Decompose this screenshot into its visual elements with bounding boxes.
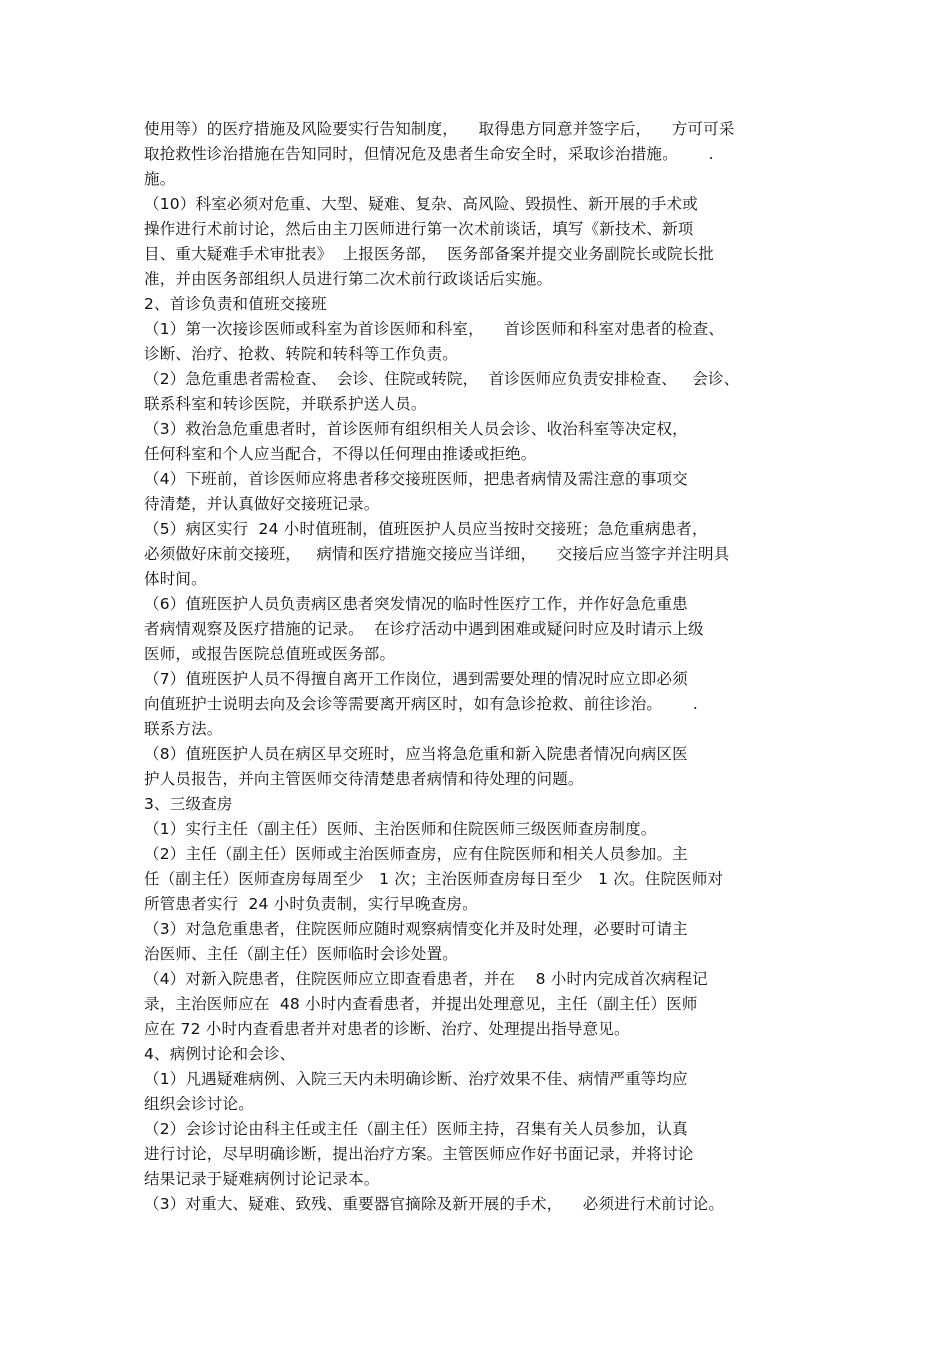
section-heading: 2、首诊负责和值班交接班 — [144, 295, 327, 313]
text-line: 应在 72 小时内查看患者并对患者的诊断、治疗、处理提出指导意见。 — [144, 1020, 630, 1038]
text-line: 必须做好床前交接班， 病情和医疗措施交接应当详细， 交接后应当签字并注明具 — [144, 545, 730, 563]
text-line: 使用等）的医疗措施及风险要实行告知制度， 取得患方同意并签字后， 方可可采 — [144, 120, 735, 138]
text-line: （3）对重大、疑难、致残、重要器官摘除及新开展的手术， 必须进行术前讨论。 — [144, 1195, 725, 1213]
text-line: （7）值班医护人员不得擅自离开工作岗位，遇到需要处理的情况时应立即必须 — [144, 670, 688, 688]
text-line: （10）科室必须对危重、大型、疑难、复杂、高风险、毁损性、新开展的手术或 — [144, 195, 698, 213]
text-line: 者病情观察及医疗措施的记录。 在诊疗活动中遇到困难或疑问时应及时请示上级 — [144, 620, 704, 638]
text-line: 施。 — [144, 170, 176, 188]
text-line: （8）值班医护人员在病区早交班时，应当将急危重和新入院患者情况向病区医 — [144, 745, 688, 763]
text-line: 任何科室和个人应当配合，不得以任何理由推诿或拒绝。 — [144, 445, 537, 463]
text-line: 取抢救性诊治措施在告知同时，但情况危及患者生命安全时，采取诊治措施。 . — [144, 145, 714, 163]
text-line: 联系科室和转诊医院，并联系护送人员。 — [144, 395, 427, 413]
text-line: 治医师、主任（副主任）医师临时会诊处置。 — [144, 945, 459, 963]
text-line: 任（副主任）医师查房每周至少 1 次；主治医师查房每日至少 1 次。住院医师对 — [144, 870, 724, 888]
text-line: 结果记录于疑难病例讨论记录本。 — [144, 1170, 380, 1188]
text-line: （1）第一次接诊医师或科室为首诊医师和科室， 首诊医师和科室对患者的检查、 — [144, 320, 725, 338]
text-line: （4）对新入院患者，住院医师应立即查看患者，并在 8 小时内完成首次病程记 — [144, 970, 708, 988]
text-line: 护人员报告，并向主管医师交待清楚患者病情和待处理的问题。 — [144, 770, 584, 788]
text-line: （2）主任（副主任）医师或主治医师查房，应有住院医师和相关人员参加。主 — [144, 845, 688, 863]
text-line: 医师，或报告医院总值班或医务部。 — [144, 645, 396, 663]
text-line: 所管患者实行 24 小时负责制，实行早晚查房。 — [144, 895, 478, 913]
text-line: 准，并由医务部组织人员进行第二次术前行政谈话后实施。 — [144, 270, 553, 288]
text-line: （2）急危重患者需检查、 会诊、住院或转院， 首诊医师应负责安排检查、 会诊、 — [144, 370, 740, 388]
text-line: （1）实行主任（副主任）医师、主治医师和住院医师三级医师查房制度。 — [144, 820, 657, 838]
text-line: （3）救治急危重患者时，首诊医师有组织相关人员会诊、收治科室等决定权， — [144, 420, 688, 438]
section-heading: 3、三级查房 — [144, 795, 233, 813]
text-line: 体时间。 — [144, 570, 207, 588]
text-line: 目、重大疑难手术审批表》 上报医务部， 医务部备案并提交业务副院长或院长批 — [144, 245, 715, 263]
text-line: （4）下班前，首诊医师应将患者移交接班医师，把患者病情及需注意的事项交 — [144, 470, 688, 488]
text-line: 进行讨论，尽早明确诊断，提出治疗方案。主管医师应作好书面记录，并将讨论 — [144, 1145, 694, 1163]
text-line: 联系方法。 — [144, 720, 223, 738]
text-line: 录，主治医师应在 48 小时内查看患者，并提出处理意见，主任（副主任）医师 — [144, 995, 698, 1013]
text-line: 操作进行术前讨论，然后由主刀医师进行第一次术前谈话，填写《新技术、新项 — [144, 220, 694, 238]
text-line: 待清楚，并认真做好交接班记录。 — [144, 495, 380, 513]
text-line: （3）对急危重患者，住院医师应随时观察病情变化并及时处理，必要时可请主 — [144, 920, 688, 938]
text-line: （6）值班医护人员负责病区患者突发情况的临时性医疗工作，并作好急危重患 — [144, 595, 688, 613]
text-line: 组织会诊讨论。 — [144, 1095, 254, 1113]
text-line: 向值班护士说明去向及会诊等需要离开病区时，如有急诊抢救、前往诊治。 . — [144, 695, 698, 713]
text-line: （1）凡遇疑难病例、入院三天内未明确诊断、治疗效果不佳、病情严重等均应 — [144, 1070, 688, 1088]
text-line: （2）会诊讨论由科主任或主任（副主任）医师主持，召集有关人员参加，认真 — [144, 1120, 688, 1138]
text-line: 诊断、治疗、抢救、转院和转科等工作负责。 — [144, 345, 459, 363]
section-heading: 4、病例讨论和会诊、 — [144, 1045, 296, 1063]
text-line: （5）病区实行 24 小时值班制，值班医护人员应当按时交接班；急危重病患者， — [144, 520, 708, 538]
